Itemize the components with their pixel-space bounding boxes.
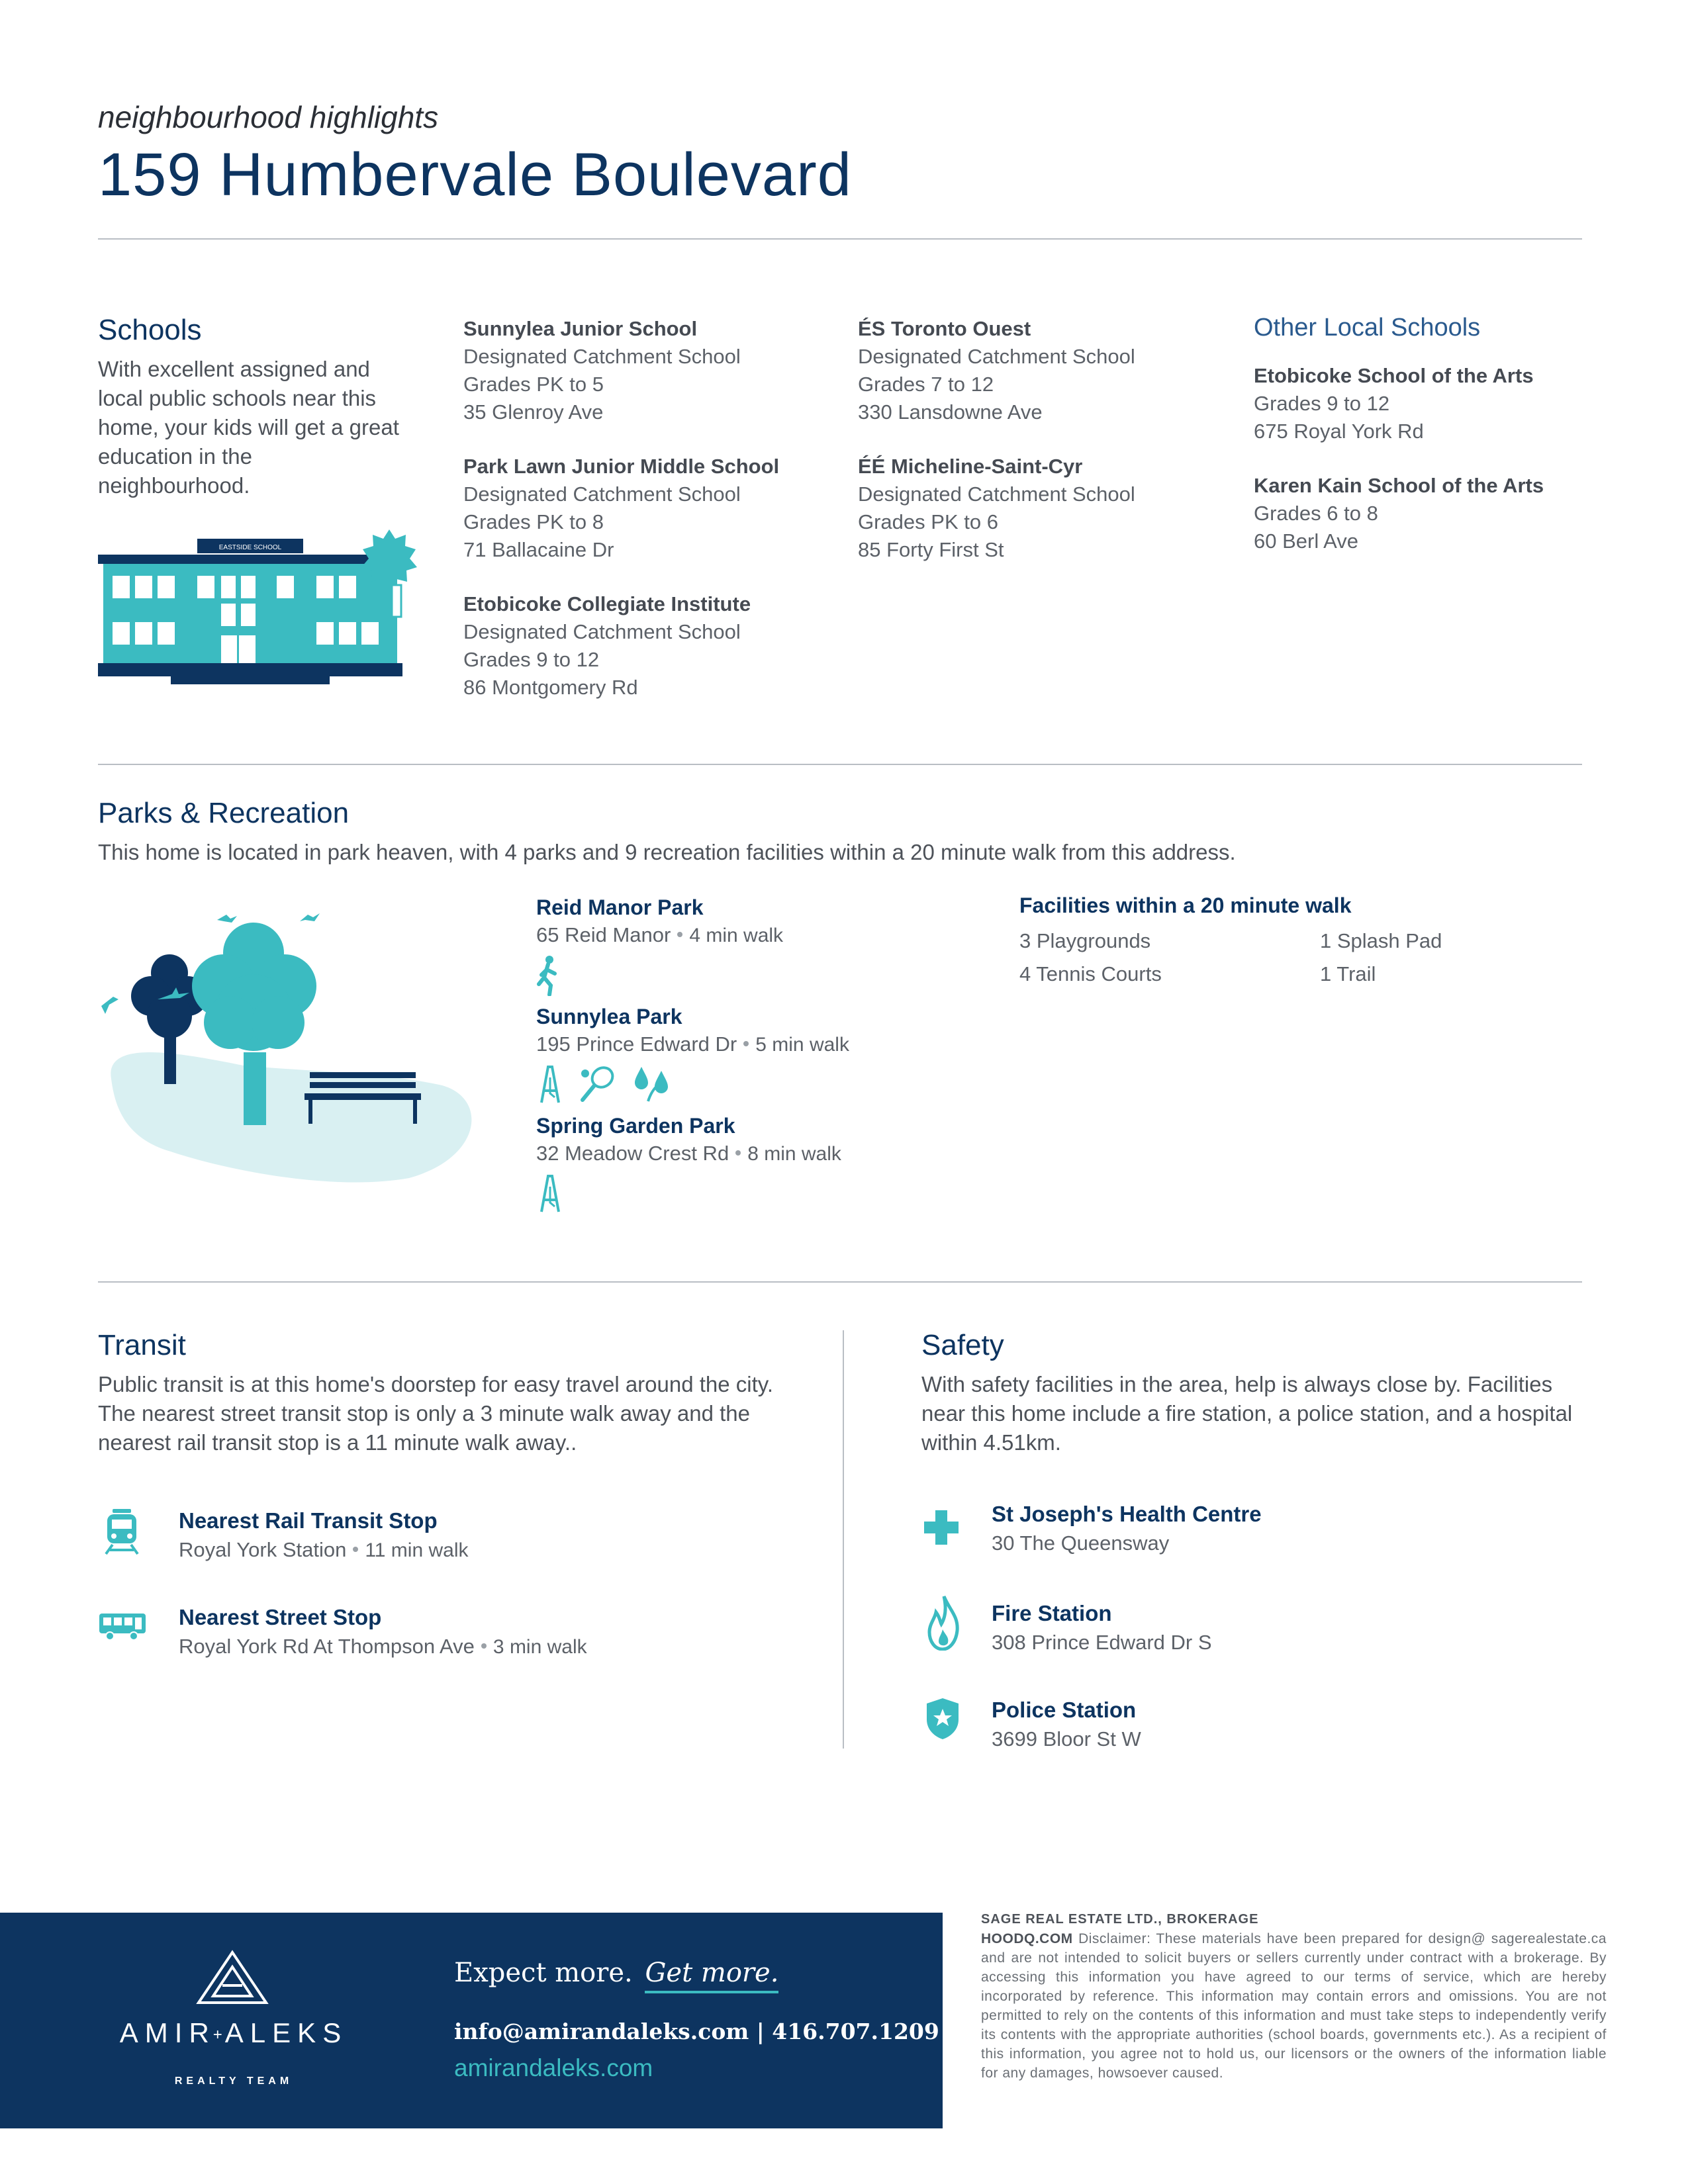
column-divider	[843, 1330, 844, 1749]
train-icon	[103, 1508, 140, 1555]
disclaimer	[981, 1910, 1607, 2083]
park-details	[536, 1140, 1000, 1168]
page-title: 159 Humbervale Boulevard	[98, 141, 852, 208]
street-stop-title: Nearest Street Stop	[179, 1605, 382, 1629]
school-address: 60 Berl Ave	[1254, 529, 1358, 553]
playground-icon	[536, 1064, 563, 1104]
park-name: Sunnylea Park	[536, 1005, 682, 1028]
park-walk-time: 4 min walk	[689, 925, 784, 946]
safety-item-title: St Joseph's Health Centre	[992, 1502, 1262, 1526]
park-address: 32 Meadow Crest Rd	[536, 1142, 729, 1165]
safety-description: With safety facilities in the area, help is always close by. Facilities near this home include a fire station, a police station, and a hospital within 4.51km.	[921, 1372, 1573, 1455]
street-stop-details	[179, 1632, 587, 1662]
brand-subtitle: REALTY TEAM	[174, 2075, 293, 2087]
park-name: Reid Manor Park	[536, 895, 704, 919]
disclaimer-source: HOODQ.COM	[981, 1931, 1073, 1946]
police-shield-icon	[925, 1697, 960, 1741]
brand-name-right: ALEKS	[224, 2017, 348, 2048]
school-address: 330 Lansdowne Ave	[858, 400, 1043, 424]
park-amenities	[536, 1059, 1000, 1108]
separator-dot	[481, 1643, 487, 1649]
school-entry	[463, 453, 834, 564]
transit-heading: Transit	[98, 1329, 186, 1361]
safety-item-title: Police Station	[992, 1698, 1137, 1722]
transit-description: Public transit is at this home's doorstep for easy travel around the city. The nearest street transit stop is only a 3 minute walk away and the nearest rail transit stop is a 11 minute walk away..	[98, 1372, 774, 1455]
street-stop-walk: 3 min walk	[492, 1636, 587, 1658]
rail-stop-walk: 11 min walk	[365, 1539, 469, 1561]
brand-wordmark	[73, 2017, 395, 2049]
school-name: ÉÉ Micheline-Saint-Cyr	[858, 455, 1083, 478]
school-type: Designated Catchment School	[463, 620, 741, 643]
school-entry	[1254, 362, 1585, 445]
splash-pad-icon	[632, 1064, 672, 1104]
page-subtitle: neighbourhood highlights	[98, 100, 439, 134]
hospital-cross-icon	[923, 1509, 960, 1546]
school-grades: Grades 9 to 12	[1254, 392, 1390, 415]
park-amenities	[536, 1168, 1000, 1217]
school-grades: Grades PK to 5	[463, 373, 604, 396]
school-entry	[858, 453, 1229, 564]
park-walk-time: 8 min walk	[747, 1143, 841, 1165]
school-entry	[858, 315, 1229, 426]
rail-stop	[179, 1506, 469, 1565]
separator-dot	[677, 932, 682, 937]
parks-description: This home is located in park heaven, with 4 parks and 9 recreation facilities within a 20 minute walk from this address.	[98, 840, 1236, 864]
tagline-get: Get more.	[645, 1958, 778, 1993]
school-name: Etobicoke School of the Arts	[1254, 364, 1534, 387]
school-entry	[463, 315, 834, 426]
school-name: ÉS Toronto Ouest	[858, 317, 1031, 340]
school-entry	[463, 590, 834, 702]
school-address: 71 Ballacaine Dr	[463, 538, 614, 561]
plus-icon: +	[212, 2025, 222, 2044]
brokerage-name: SAGE REAL ESTATE LTD., BROKERAGE	[981, 1912, 1259, 1927]
school-type: Designated Catchment School	[858, 345, 1135, 368]
school-type: Designated Catchment School	[463, 482, 741, 506]
park-address: 65 Reid Manor	[536, 923, 671, 946]
facility-item: 4 Tennis Courts	[1019, 962, 1162, 985]
tagline	[454, 1958, 778, 1988]
separator-dot	[743, 1041, 749, 1046]
playground-icon	[536, 1173, 563, 1213]
facilities-heading: Facilities within a 20 minute walk	[1019, 893, 1352, 917]
parks-heading: Parks & Recreation	[98, 797, 350, 829]
schools-heading: Schools	[98, 314, 202, 346]
facility-item: 1 Splash Pad	[1320, 929, 1442, 952]
park-address: 195 Prince Edward Dr	[536, 1032, 737, 1056]
divider	[98, 238, 1582, 240]
rail-stop-name: Royal York Station	[179, 1538, 347, 1561]
brand-logo-icon	[196, 1950, 269, 2005]
rail-stop-details	[179, 1535, 469, 1565]
trail-icon	[536, 955, 560, 996]
separator-dot	[353, 1547, 358, 1552]
schools-column-1	[463, 315, 834, 702]
park-details	[536, 1030, 1000, 1059]
school-grades: Grades 6 to 8	[1254, 502, 1378, 525]
footer-banner	[0, 1913, 943, 2128]
park-details	[536, 921, 1000, 950]
school-address: 35 Glenroy Ave	[463, 400, 604, 424]
school-type: Designated Catchment School	[463, 345, 741, 368]
schools-description: With excellent assigned and local public schools near this home, your kids will get a great education in the neighbourhood.	[98, 357, 399, 498]
park-name: Spring Garden Park	[536, 1114, 735, 1138]
safety-item-fire	[992, 1599, 1212, 1657]
safety-item-address: 3699 Bloor St W	[992, 1727, 1141, 1751]
school-entry	[1254, 472, 1585, 555]
separator-dot	[735, 1150, 741, 1156]
disclaimer-body	[981, 1929, 1607, 2083]
divider	[98, 764, 1582, 765]
facility-item: 1 Trail	[1320, 962, 1376, 985]
school-grades: Grades 7 to 12	[858, 373, 994, 396]
parks-list	[536, 893, 1000, 1217]
safety-item-title: Fire Station	[992, 1601, 1112, 1625]
school-grades: Grades PK to 8	[463, 510, 604, 533]
disclaimer-text: Disclaimer: These materials have been prepared for design@ sagerealestate.ca and are not intended to solicit buyers or sellers currently under contract with a brokerage. By accessing this information you have agreed to our terms of service, which are hereby incorporated by reference. This information may contain errors and omissions. You are not permitted to rely on the contents of this information and must take steps to independently verify its contents with the appropriate authorities (school boards, governments etc.). As a recipient of this information, you agree not to hold us, our licensors or the owners of the information liable for any damages, howsoever caused.	[981, 1931, 1607, 2081]
bus-icon	[98, 1612, 147, 1641]
other-schools	[1254, 314, 1585, 555]
school-name: Karen Kain School of the Arts	[1254, 474, 1544, 497]
schools-column-2	[858, 315, 1229, 564]
school-grades: Grades PK to 6	[858, 510, 998, 533]
school-name: Sunnylea Junior School	[463, 317, 698, 340]
rail-stop-title: Nearest Rail Transit Stop	[179, 1508, 438, 1533]
school-type: Designated Catchment School	[858, 482, 1135, 506]
safety-item-police	[992, 1696, 1141, 1754]
safety-item-address: 308 Prince Edward Dr S	[992, 1631, 1212, 1654]
park-walk-time: 5 min walk	[755, 1034, 849, 1056]
school-address: 675 Royal York Rd	[1254, 420, 1424, 443]
website-link[interactable]: amirandaleks.com	[454, 2054, 653, 2081]
tennis-icon	[577, 1064, 617, 1104]
park-illustration	[98, 907, 482, 1185]
contact-info[interactable]: info@amirandaleks.com | 416.707.1209	[454, 2019, 939, 2044]
school-grades: Grades 9 to 12	[463, 648, 600, 671]
facility-item: 3 Playgrounds	[1019, 929, 1151, 952]
street-stop	[179, 1603, 587, 1662]
park-amenities	[536, 950, 1000, 999]
divider	[98, 1281, 1582, 1283]
school-sign: EASTSIDE SCHOOL	[218, 544, 282, 551]
brand-name-left: AMIR	[119, 2017, 216, 2048]
tagline-expect: Expect more.	[454, 1958, 633, 1988]
street-stop-name: Royal York Rd At Thompson Ave	[179, 1635, 475, 1658]
school-name: Etobicoke Collegiate Institute	[463, 592, 751, 615]
school-address: 85 Forty First St	[858, 538, 1004, 561]
fire-icon	[927, 1595, 960, 1651]
school-name: Park Lawn Junior Middle School	[463, 455, 780, 478]
safety-heading: Safety	[921, 1329, 1004, 1361]
school-address: 86 Montgomery Rd	[463, 676, 638, 699]
school-illustration	[98, 529, 422, 695]
other-schools-heading: Other Local Schools	[1254, 314, 1481, 341]
safety-item-address: 30 The Queensway	[992, 1531, 1170, 1555]
safety-item-hospital	[992, 1500, 1262, 1558]
